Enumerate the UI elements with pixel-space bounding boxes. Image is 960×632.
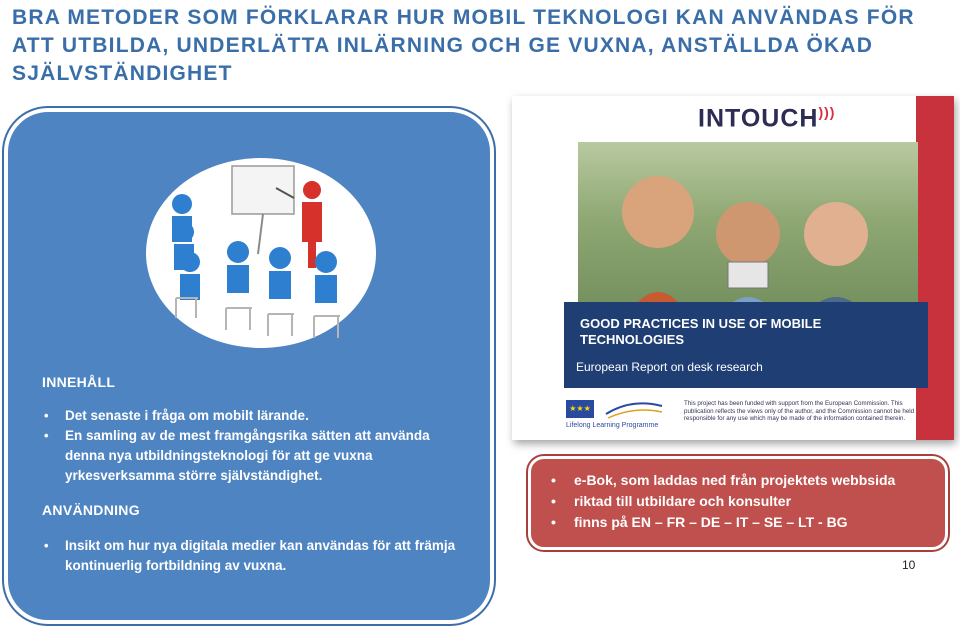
list-item: • Insikt om hur nya digitala medier kan användas för att främja kontinuerlig fortbildning av vuxna. <box>42 536 472 576</box>
cover-accent-stripe <box>916 96 954 440</box>
page-number: 10 <box>902 558 916 572</box>
list-item: • finns på EN – FR – DE – IT – SE – LT - BG <box>547 512 895 533</box>
eu-flag-icon: ★★★ <box>566 400 594 418</box>
cover-title: GOOD PRACTICES IN USE OF MOBILE TECHNOLOGIES <box>580 316 822 347</box>
ebook-cover <box>512 96 954 440</box>
llp-logo-icon <box>604 398 664 420</box>
teacher-students-icon <box>146 158 376 348</box>
content-heading: INNEHÅLL <box>42 374 116 390</box>
usage-heading: ANVÄNDNING <box>42 502 140 518</box>
signal-icon: ))) <box>818 104 836 120</box>
ebook-info-list <box>547 470 895 533</box>
list-item: • Det senaste i fråga om mobilt lärande. <box>42 406 472 426</box>
cover-title-box <box>564 302 928 388</box>
usage-list <box>42 536 472 576</box>
funding-disclaimer: This project has been funded with support from the European Commission. This publication reflects the views only of the author, and the Commission cannot be held responsible for any use which may be made of the information contained therein. <box>684 400 915 422</box>
ebook-info-panel <box>528 456 948 550</box>
content-list <box>42 406 472 486</box>
intouch-logo: INTOUCH))) <box>698 104 836 133</box>
list-item: • riktad till utbildare och konsulter <box>547 491 895 512</box>
cover-subtitle: European Report on desk research <box>576 360 763 374</box>
list-item: • En samling av de mest framgångsrika sätten att använda denna nya utbildningsteknologi för att ge vuxna yrkesverksamma större självständighet. <box>42 426 472 486</box>
slide-title: BRA METODER SOM FÖRKLARAR HUR MOBIL TEKNOLOGI KAN ANVÄNDAS FÖR ATT UTBILDA, UNDERLÄTTA INLÄRNING OCH GE VUXNA, ANSTÄLLDA ÖKAD SJÄLVSTÄNDIGHET <box>12 6 915 85</box>
classroom-illustration <box>146 158 376 348</box>
list-item: • e-Bok, som laddas ned från projektets webbsida <box>547 470 895 491</box>
llp-label: Lifelong Learning Programme <box>566 422 659 429</box>
